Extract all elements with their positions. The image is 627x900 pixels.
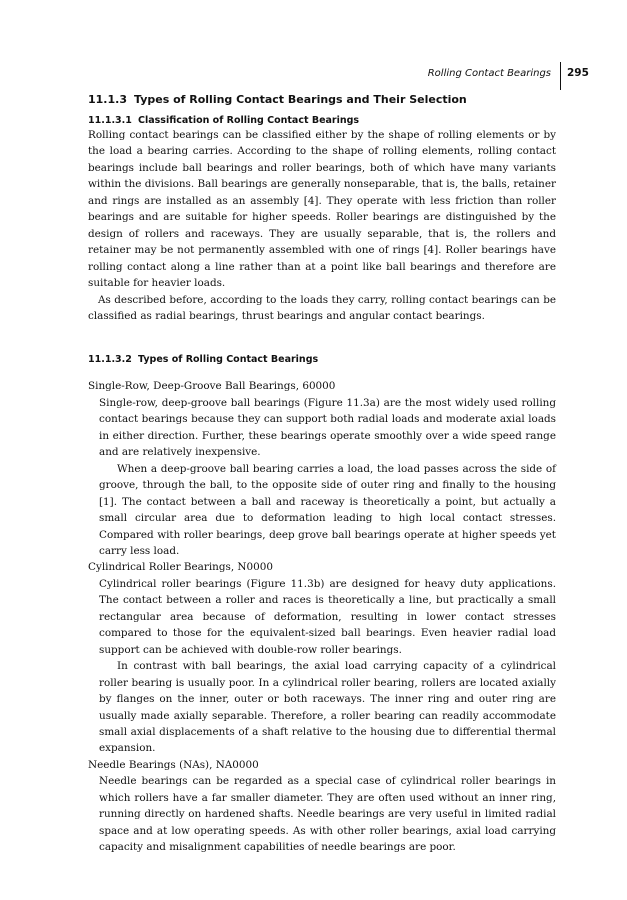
body-paragraph: As described before, according to the loads they carry, rolling contact bearings can be classified as radial bearings, thrust bearings and angular contact bearings. — [88, 293, 556, 322]
body-paragraph: Rolling contact bearings can be classified either by the shape of rolling elements or by the load a bearing carries. According to the shape of rolling elements, rolling contact bearings include ball bearings and roller bearings, both of which have many variants within the divisions. Ball bearings are generally nonseparable, that is, the balls, retainer and rings are installed as an assembly [4]. They operate with less friction than roller bearings and are suitable for higher speeds. Roller bearings are distinguished by the design of rollers and raceways. They are usually separable, that is, the rollers and retainer may be not permanently assembled with one of rings [4]. Roller bearings have rolling contact along a line rather than at a point like ball bearings and therefore are suitable for heavier loads. — [88, 129, 556, 290]
section-title: Types of Rolling Contact Bearings and Their Selection — [134, 93, 467, 106]
subsection-heading-types — [88, 354, 556, 366]
entry-paragraph: In contrast with ball bearings, the axial load carrying capacity of a cylindrical roller bearing is usually poor. In a cylindrical roller bearing, rollers are located axially by flanges on the inner, outer or both raceways. The inner ring and outer ring are usually made axially separable. Therefore, a roller bearing can readily accommodate small axial displacements of a shaft relative to the housing due to differential thermal expansion. — [99, 660, 556, 755]
entry-title-needle-bearings: Needle Bearings (NAs), NA0000 — [88, 758, 259, 771]
running-title: Rolling Contact Bearings — [427, 68, 551, 79]
subsection-number: 11.1.3.2 — [88, 354, 132, 366]
entry-title-cylindrical-roller: Cylindrical Roller Bearings, N0000 — [88, 561, 273, 574]
running-header — [88, 62, 599, 90]
section-number: 11.1.3 — [88, 93, 127, 106]
entry-paragraph: When a deep-groove ball bearing carries a load, the load passes across the side of groove, through the ball, to the opposite side of outer ring and finally to the housing [1]. The contact between a ball and raceway is theoretically a point, but actually a small circular area due to deformation leading to high local contact stresses. Compared with roller bearings, deep grove ball bearings operate at higher speeds yet carry less load. — [99, 462, 556, 557]
entry-title-deep-groove: Single-Row, Deep-Groove Ball Bearings, 60000 — [88, 380, 336, 393]
header-divider — [560, 62, 561, 90]
page-number: 295 — [567, 67, 589, 79]
page-body — [88, 93, 556, 856]
entry-paragraph: Cylindrical roller bearings (Figure 11.3b) are designed for heavy duty applications. The contact between a roller and races is theoretically a line, but practically a small rectangular area because of deformation, resulting in lower contact stresses compared to those for the equivalent-sized ball bearings. Even heavier radial load support can be achieved with double-row roller bearings. — [99, 577, 556, 656]
subsection-title: Types of Rolling Contact Bearings — [138, 354, 319, 366]
subsection-number: 11.1.3.1 — [88, 115, 132, 126]
entry-paragraph: Single-row, deep-groove ball bearings (Figure 11.3a) are the most widely used rolling contact bearings because they can support both radial loads and moderate axial loads in either direction. Further, these bearings operate smoothly over a wide speed range and are relatively inexpensive. — [99, 396, 556, 459]
section-heading — [88, 93, 556, 107]
subsection-title: Classification of Rolling Contact Bearings — [138, 115, 360, 126]
entry-paragraph: Needle bearings can be regarded as a special case of cylindrical roller bearings in which rollers have a far smaller diameter. They are often used without an inner ring, running directly on hardened shafts. Needle bearings are very useful in limited radial space and at low operating speeds. As with other roller bearings, axial load carrying capacity and misalignment capabilities of needle bearings are poor. — [99, 775, 556, 854]
subsection-heading-classification — [88, 115, 556, 127]
